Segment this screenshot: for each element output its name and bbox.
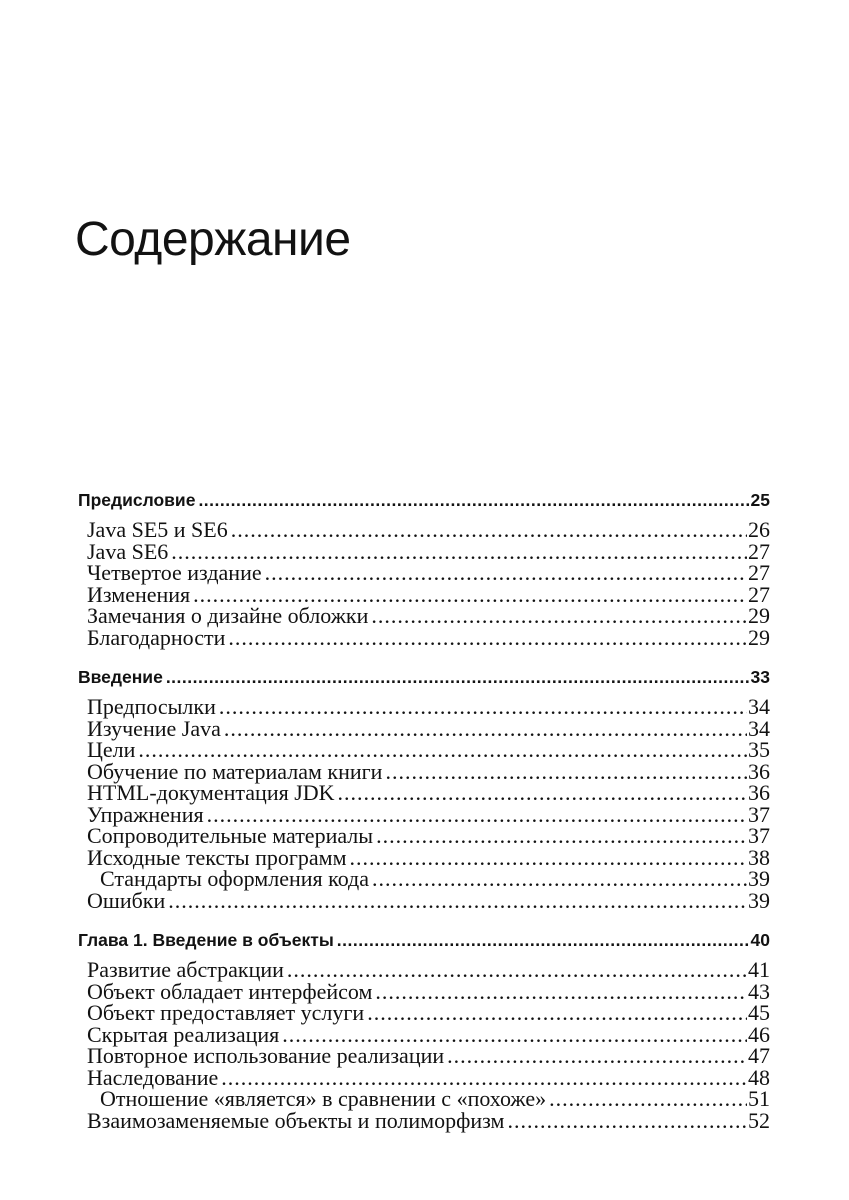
toc-page-number: 39 [748, 887, 770, 913]
toc-entry-row [78, 538, 770, 564]
dot-leader [371, 605, 747, 627]
toc-entry-row [78, 1002, 770, 1024]
dot-leader [224, 718, 747, 740]
dot-leader [385, 761, 747, 783]
toc-entry-label: Обучение по материалам книги [87, 758, 383, 784]
toc-entry-label: Упражнения [87, 801, 204, 827]
page-title: Содержание [75, 213, 351, 266]
toc-heading-label: Глава 1. Введение в объекты [78, 930, 334, 950]
dot-leader [138, 739, 747, 761]
dot-leader [507, 1110, 747, 1132]
toc-entry-row [78, 605, 770, 627]
toc-entry-row [78, 1107, 770, 1133]
toc-entry-label: Исходные тексты программ [87, 844, 347, 870]
toc-page-number: 47 [748, 1043, 770, 1068]
dot-leader [198, 488, 749, 512]
toc-entry-label: Java SE5 и SE6 [87, 517, 228, 542]
toc-entry-label: Замечания о дизайне обложки [87, 603, 369, 628]
toc-entry-label: Отношение «является» в сравнении с «похоже» [100, 1086, 547, 1111]
dot-leader [367, 1002, 747, 1024]
dot-leader [338, 782, 747, 804]
toc-page-number: 43 [748, 978, 770, 1004]
dot-leader [221, 1067, 747, 1089]
dot-leader [228, 627, 747, 649]
toc-entry-label: Изменения [87, 581, 191, 607]
toc-entry-label: Сопроводительные материалы [87, 823, 374, 848]
dot-leader [193, 584, 747, 606]
toc-page-number: 33 [750, 667, 770, 687]
toc-entry-row [78, 1021, 770, 1047]
toc-entry-row [78, 562, 770, 584]
toc-entry-label: Развитие абстракции [87, 957, 284, 982]
toc-heading-label: Предисловие [78, 490, 196, 510]
toc-entry-label: Благодарности [87, 624, 226, 650]
toc-entry-label: Взаимозаменяемые объекты и полиморфизм [87, 1107, 505, 1133]
toc-heading-row [78, 928, 770, 952]
toc-page-number: 37 [748, 823, 770, 848]
toc-entry-label: Повторное использование реализации [87, 1043, 445, 1068]
toc-entry-row [78, 801, 770, 827]
toc-entry-row [78, 519, 770, 541]
toc-entry-label: Ошибки [87, 887, 166, 913]
toc-page-number: 52 [748, 1107, 770, 1133]
toc-page-number: 25 [750, 490, 770, 510]
toc-entry-row [78, 825, 770, 847]
toc-page-number: 40 [750, 930, 770, 950]
dot-leader [265, 562, 747, 584]
dot-leader [219, 696, 747, 718]
toc-entry-row [78, 844, 770, 870]
toc-page-number: 41 [748, 957, 770, 982]
toc-entry-row [78, 739, 770, 761]
toc-entry-label: HTML-документация JDK [87, 780, 335, 805]
toc-entry-label: Скрытая реализация [87, 1021, 280, 1047]
toc-page-number: 29 [748, 624, 770, 650]
toc-entry-row [78, 1045, 770, 1067]
toc-page-number: 34 [748, 694, 770, 719]
dot-leader [282, 1024, 747, 1046]
toc-page-number: 48 [748, 1064, 770, 1090]
toc-page-number: 36 [748, 780, 770, 805]
dot-leader [372, 868, 747, 890]
toc-entry-row [78, 887, 770, 913]
toc-heading-label: Введение [78, 667, 163, 687]
dot-leader [447, 1045, 747, 1067]
toc-section [78, 928, 770, 1131]
toc-entry-row [78, 978, 770, 1004]
toc-page-number: 38 [748, 844, 770, 870]
toc-entry-row [78, 782, 770, 804]
toc-heading-row [78, 665, 770, 689]
toc-entry-row [78, 1064, 770, 1090]
toc-entry-label: Четвертое издание [87, 560, 262, 585]
dot-leader [375, 981, 747, 1003]
toc-entry-label: Цели [87, 737, 136, 762]
toc-entry-row [78, 624, 770, 650]
toc-page-number: 27 [748, 560, 770, 585]
dot-leader [166, 665, 750, 689]
dot-leader [168, 890, 747, 912]
toc-page-number: 45 [748, 1000, 770, 1025]
toc-page-number: 27 [748, 538, 770, 564]
dot-leader [171, 541, 747, 563]
toc-entry-label: Объект обладает интерфейсом [87, 978, 373, 1004]
toc-section [78, 488, 770, 648]
toc-page-number: 34 [748, 715, 770, 741]
toc-page-number: 39 [748, 866, 770, 891]
toc-heading-row [78, 488, 770, 512]
dot-leader [287, 959, 747, 981]
dot-leader [207, 804, 747, 826]
toc-entry-label: Предпосылки [87, 694, 216, 719]
toc-page-number: 46 [748, 1021, 770, 1047]
toc-entry-label: Наследование [87, 1064, 219, 1090]
toc-entry-label: Стандарты оформления кода [100, 866, 370, 891]
dot-leader [549, 1088, 747, 1110]
toc-entry-row [78, 959, 770, 981]
toc-entry-row [78, 715, 770, 741]
dot-leader [231, 519, 747, 541]
toc-section [78, 665, 770, 911]
toc-page-number: 51 [748, 1086, 770, 1111]
toc-entry-row [78, 1088, 770, 1110]
toc-entry-label: Java SE6 [87, 538, 169, 564]
toc-page-number: 27 [748, 581, 770, 607]
toc [78, 488, 770, 1131]
toc-entry-row [78, 696, 770, 718]
toc-entry-row [78, 868, 770, 890]
dot-leader [337, 928, 750, 952]
toc-page-number: 26 [748, 517, 770, 542]
toc-page-number: 29 [748, 603, 770, 628]
dot-leader [376, 825, 747, 847]
toc-entry-label: Изучение Java [87, 715, 221, 741]
toc-entry-row [78, 758, 770, 784]
toc-page-number: 35 [748, 737, 770, 762]
toc-entry-row [78, 581, 770, 607]
dot-leader [350, 847, 748, 869]
toc-entry-label: Объект предоставляет услуги [87, 1000, 365, 1025]
toc-page-number: 36 [748, 758, 770, 784]
toc-page-number: 37 [748, 801, 770, 827]
